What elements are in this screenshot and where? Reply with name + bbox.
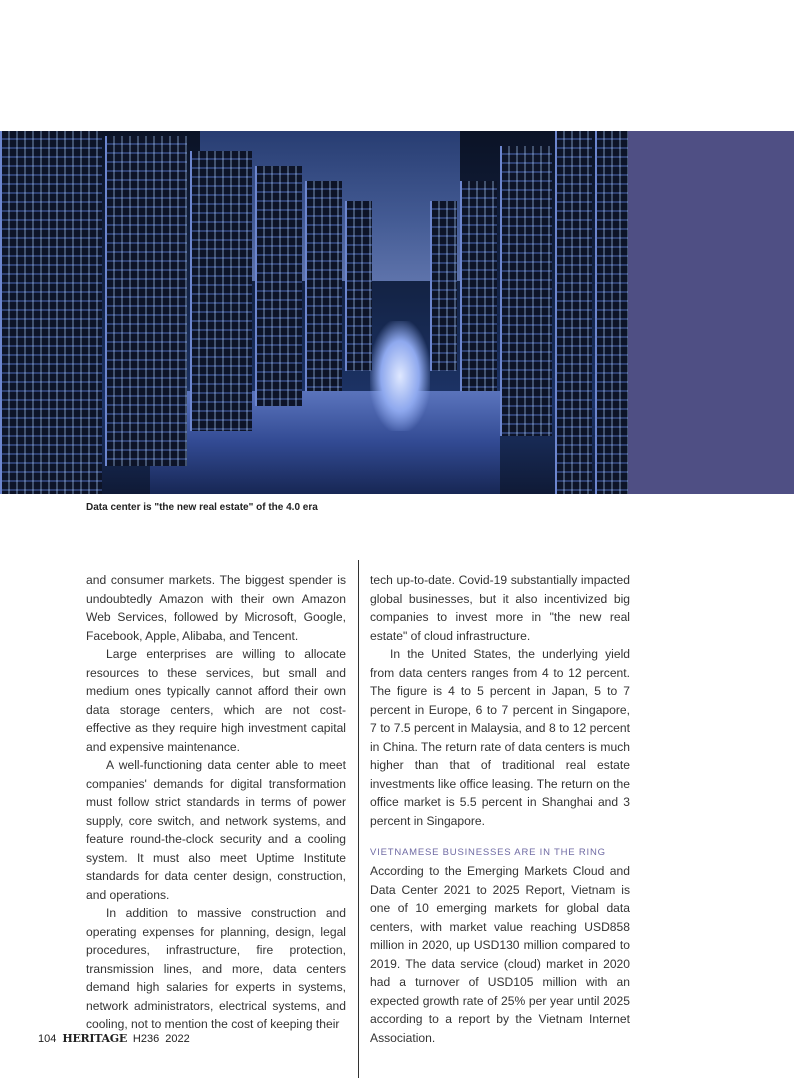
- server-rack: [555, 131, 592, 494]
- decorative-side-panel: [628, 131, 794, 494]
- paragraph: In addition to massive construction and operating expenses for planning, design, legal procedures, infrastructure, fire protection, transmission lines, and more, data centers demand high salaries for experts in systems, network administrators, electrical systems, and cooling, not to mention the cost of keeping their: [86, 906, 346, 1031]
- section-subheading: VIETNAMESE BUSINESSES ARE IN THE RING: [370, 847, 606, 858]
- paragraph: According to the Emerging Markets Cloud and Data Center 2021 to 2025 Report, Vietnam is one of 10 emerging markets for global data centers, with market value reaching USD858 million in 2020, up USD130 million compared to 2019. The data service (cloud) market in 2020 had a turnover of USD105 million with an expected growth rate of 25% per year until 2025 according to a report by the Vietnam Internet Association.: [370, 864, 630, 1045]
- server-rack: [190, 151, 252, 431]
- paragraph: In the United States, the underlying yield from data centers ranges from 4 to 12 percent. The figure is 4 to 5 percent in Japan, 5 to 7 percent in Europe, 6 to 7 percent in Singapore, 7 to 7.5 percent in Malaysia, and 8 to 12 percent in China. The return rate of data centers is much higher than that of traditional real estate investments like office leasing. The return on the office market is 5.5 percent in Shanghai and 3 percent in Singapore.: [370, 647, 630, 828]
- issue-year: 2022: [165, 1032, 190, 1045]
- paragraph: A well-functioning data center able to meet companies' demands for digital transformation must follow strict standards in terms of power supply, core switch, and network systems, and feature round-the-clock security and a cooling system. It must also meet Uptime Institute standards for data center design, construction, and operations.: [86, 758, 346, 902]
- server-rack: [305, 181, 342, 391]
- issue-number: H236: [132, 1032, 160, 1045]
- server-rack: [255, 166, 302, 406]
- column-divider: [358, 560, 359, 1078]
- server-rack: [595, 131, 628, 494]
- data-center-photo: [0, 131, 628, 494]
- magazine-logo: HERITAGE: [62, 1032, 127, 1045]
- server-rack: [0, 131, 102, 494]
- paragraph: tech up-to-date. Covid-19 substantially impacted global businesses, but it also incentivized big companies to invest more in "the new real estate" of cloud infrastructure.: [370, 573, 630, 643]
- server-rack: [460, 181, 497, 391]
- page-number: 104: [38, 1032, 57, 1045]
- right-column: [370, 571, 630, 1047]
- server-rack: [105, 136, 187, 466]
- paragraph: and consumer markets. The biggest spender is undoubtedly Amazon with their own Amazon Web Services, followed by Microsoft, Google, Facebook, Apple, Alibaba, and Tencent.: [86, 573, 346, 643]
- server-rack: [430, 201, 457, 371]
- left-column: [86, 571, 346, 1034]
- photo-caption: Data center is "the new real estate" of the 4.0 era: [86, 502, 318, 513]
- server-rack: [500, 146, 552, 436]
- server-rack: [345, 201, 372, 371]
- page-footer: [38, 1032, 190, 1045]
- photo-corridor-glow: [370, 321, 430, 431]
- paragraph: Large enterprises are willing to allocate resources to these services, but small and medium ones typically cannot afford their own data storage centers, which are not cost-effective as they require high investment capital and expensive maintenance.: [86, 647, 346, 754]
